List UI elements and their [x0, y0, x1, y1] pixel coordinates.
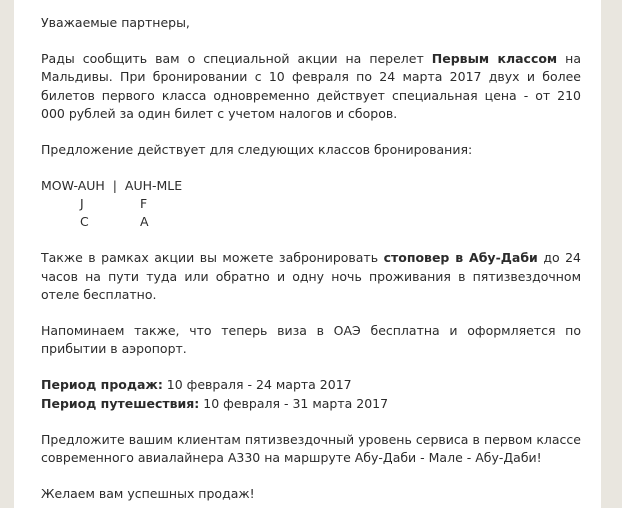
route-codes: MOW-AUH | AUH-MLE — [41, 178, 183, 194]
class-outbound-c: C — [80, 214, 89, 230]
first-class-highlight: Первым классом — [431, 51, 558, 67]
closing-line: Желаем вам успешных продаж! — [41, 486, 255, 502]
travel-period: Период путешествия: 10 февраля - 31 марта 2017 — [41, 395, 389, 411]
visa-paragraph: Напоминаем также, что теперь виза в ОАЭ бесплатна и оформляется по прибытии в аэропорт. — [41, 323, 581, 357]
class-outbound-j: J — [80, 196, 84, 212]
booking-classes-intro: Предложение действует для следующих классов бронирования: — [41, 142, 473, 158]
class-return-f: F — [140, 196, 148, 212]
booking-classes-table — [41, 195, 581, 231]
letter-body — [41, 14, 581, 503]
greeting: Уважаемые партнеры, — [41, 15, 190, 30]
sale-period: Период продаж: 10 февраля - 24 марта 2017 — [41, 377, 352, 393]
service-paragraph: Предложите вашим клиентам пятизвездочный уровень сервиса в первом классе современного авиалайнера А330 на маршруте Абу-Даби - Мале - Абу-Даби! — [41, 431, 581, 466]
right-page-margin — [601, 0, 622, 508]
class-return-a: A — [140, 214, 149, 230]
left-page-margin — [0, 0, 14, 508]
offer-paragraph: Рады сообщить вам о специальной акции на перелет Первым классом на Мальдивы. При бронировании с 10 февраля по 24 марта 2017 двух и более билетов первого класса одновременно действует специальная цена - от 210 000 рублей за один билет с учетом налогов и сборов. — [41, 51, 581, 121]
stopover-highlight: стоповер в Абу-Даби — [383, 250, 538, 266]
stopover-paragraph: Также в рамках акции вы можете забронировать стоповер в Абу-Даби до 24 часов на пути туда или обратно и одну ночь проживания в пятизвездочном отеле бесплатно. — [41, 250, 581, 302]
